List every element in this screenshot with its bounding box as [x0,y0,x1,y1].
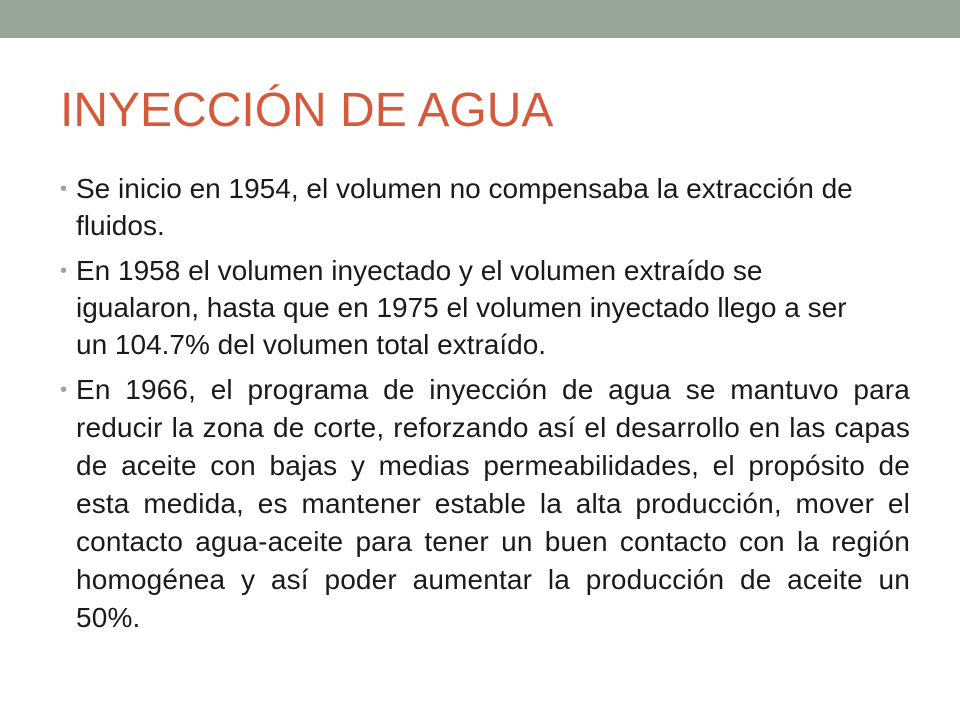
bullet-text: Se inicio en 1954, el volumen no compensaba la extracción de fluidos. [76,173,853,241]
bullet-text: En 1958 el volumen inyectado y el volumen extraído se igualaron, hasta que en 1975 el volumen inyectado llego a ser un 104.7% del volumen total extraído. [76,255,847,360]
bullet-marker: • [60,178,68,200]
bullet-item [60,252,910,363]
slide-title: INYECCIÓN DE AGUA [60,84,554,137]
bullet-list [60,170,910,643]
bullet-item [60,170,910,244]
top-accent-bar [0,0,960,38]
bullet-marker: • [60,260,68,282]
bullet-text: En 1966, el programa de inyección de agua se mantuvo para reducir la zona de corte, reforzando así el desarrollo en las capas de aceite con bajas y medias permeabilidades, el propósito de esta medida, es mantener estable la alta producción, mover el contacto agua-aceite para tener un buen contacto con la región homogénea y así poder aumentar la producción de aceite un 50%. [76,374,910,633]
bullet-item [60,371,910,637]
bullet-marker: • [60,379,68,401]
